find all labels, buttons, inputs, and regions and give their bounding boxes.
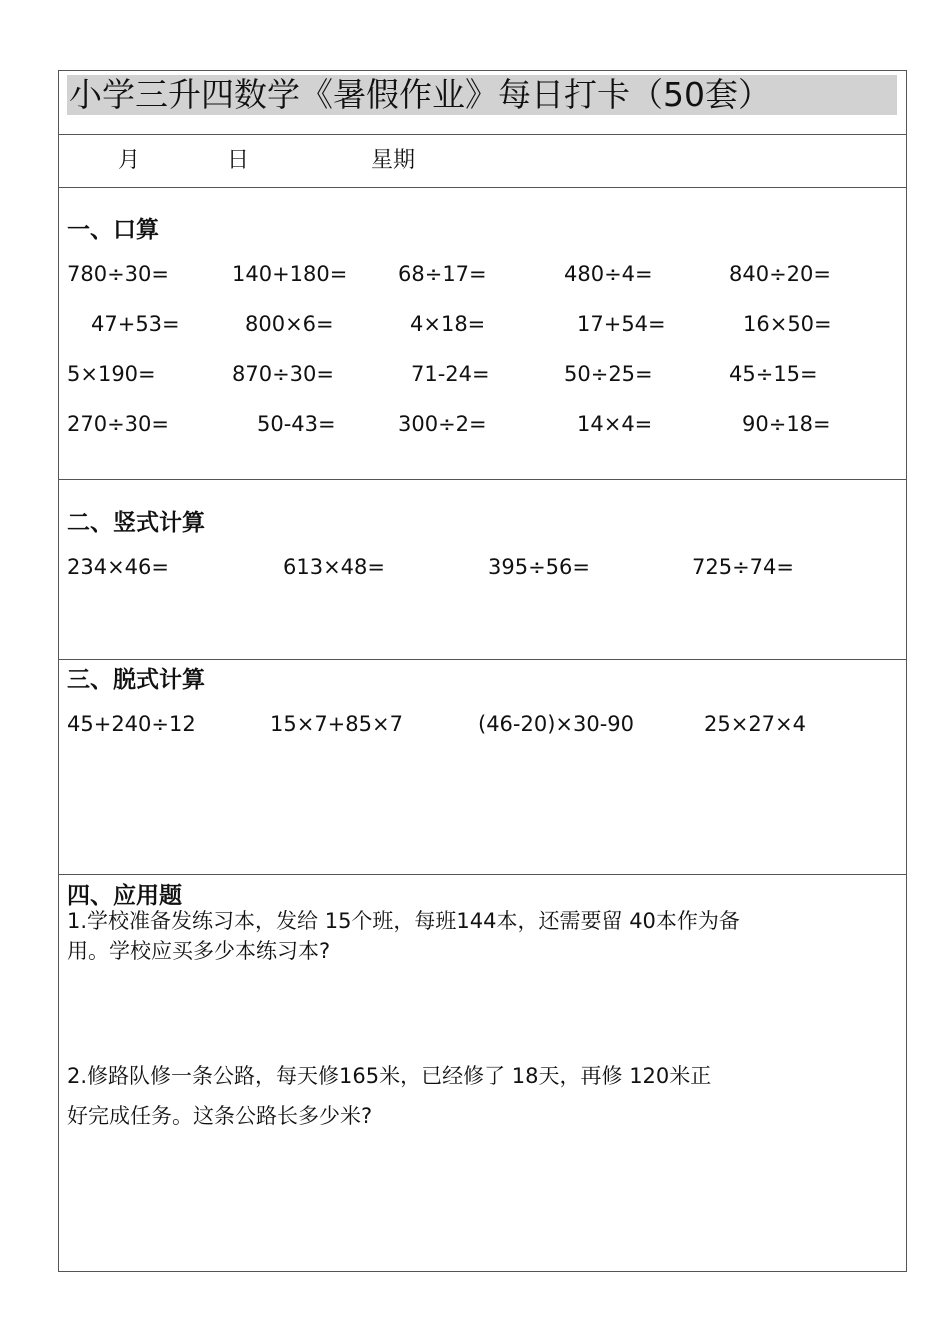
vertical-question: 234×46= [67,555,169,579]
oral-question: 50÷25= [564,362,653,386]
step-question: 45+240÷12 [67,712,196,736]
word-problem-2-line-1: 2.修路队修一条公路，每天修165米，已经修了 18天，再修 120米正 [67,1064,712,1088]
word-problem-1-line-2: 用。学校应买多少本练习本? [67,939,331,963]
step-question: 25×27×4 [704,712,806,736]
date-month-label: 月 [118,148,141,173]
date-day-label: 日 [227,148,250,173]
oral-question: 870÷30= [232,362,334,386]
step-question: (46-20)×30-90 [478,712,635,736]
step-question: 15×7+85×7 [270,712,403,736]
word-problem-2-line-2: 好完成任务。这条公路长多少米? [67,1104,373,1128]
oral-question: 140+180= [232,262,348,286]
oral-question: 780÷30= [67,262,169,286]
date-weekday-label: 星期 [371,148,416,173]
oral-question: 14×4= [577,412,653,436]
section-3-title: 三、脱式计算 [67,667,205,693]
oral-question: 16×50= [743,312,832,336]
oral-question: 270÷30= [67,412,169,436]
oral-question: 90÷18= [742,412,831,436]
oral-question: 5×190= [67,362,156,386]
title-row [59,71,906,135]
oral-question: 840÷20= [729,262,831,286]
oral-question: 17+54= [577,312,666,336]
oral-question: 71-24= [411,362,490,386]
oral-question: 300÷2= [398,412,487,436]
oral-question: 4×18= [410,312,486,336]
oral-question: 480÷4= [564,262,653,286]
vertical-question: 395÷56= [488,555,590,579]
section-1-title: 一、口算 [67,217,159,243]
section-2-title: 二、竖式计算 [67,510,205,536]
page-title: 小学三升四数学《暑假作业》每日打卡（50套） [69,75,771,114]
vertical-question: 725÷74= [692,555,794,579]
oral-question: 800×6= [245,312,334,336]
oral-question: 45÷15= [729,362,818,386]
word-problem-1-line-1: 1.学校准备发练习本，发给 15个班，每班144本，还需要留 40本作为备 [67,909,740,933]
oral-question: 47+53= [91,312,180,336]
vertical-question: 613×48= [283,555,385,579]
section-4-title: 四、应用题 [67,883,182,909]
oral-question: 68÷17= [398,262,487,286]
date-row [59,135,906,188]
oral-question: 50-43= [257,412,336,436]
